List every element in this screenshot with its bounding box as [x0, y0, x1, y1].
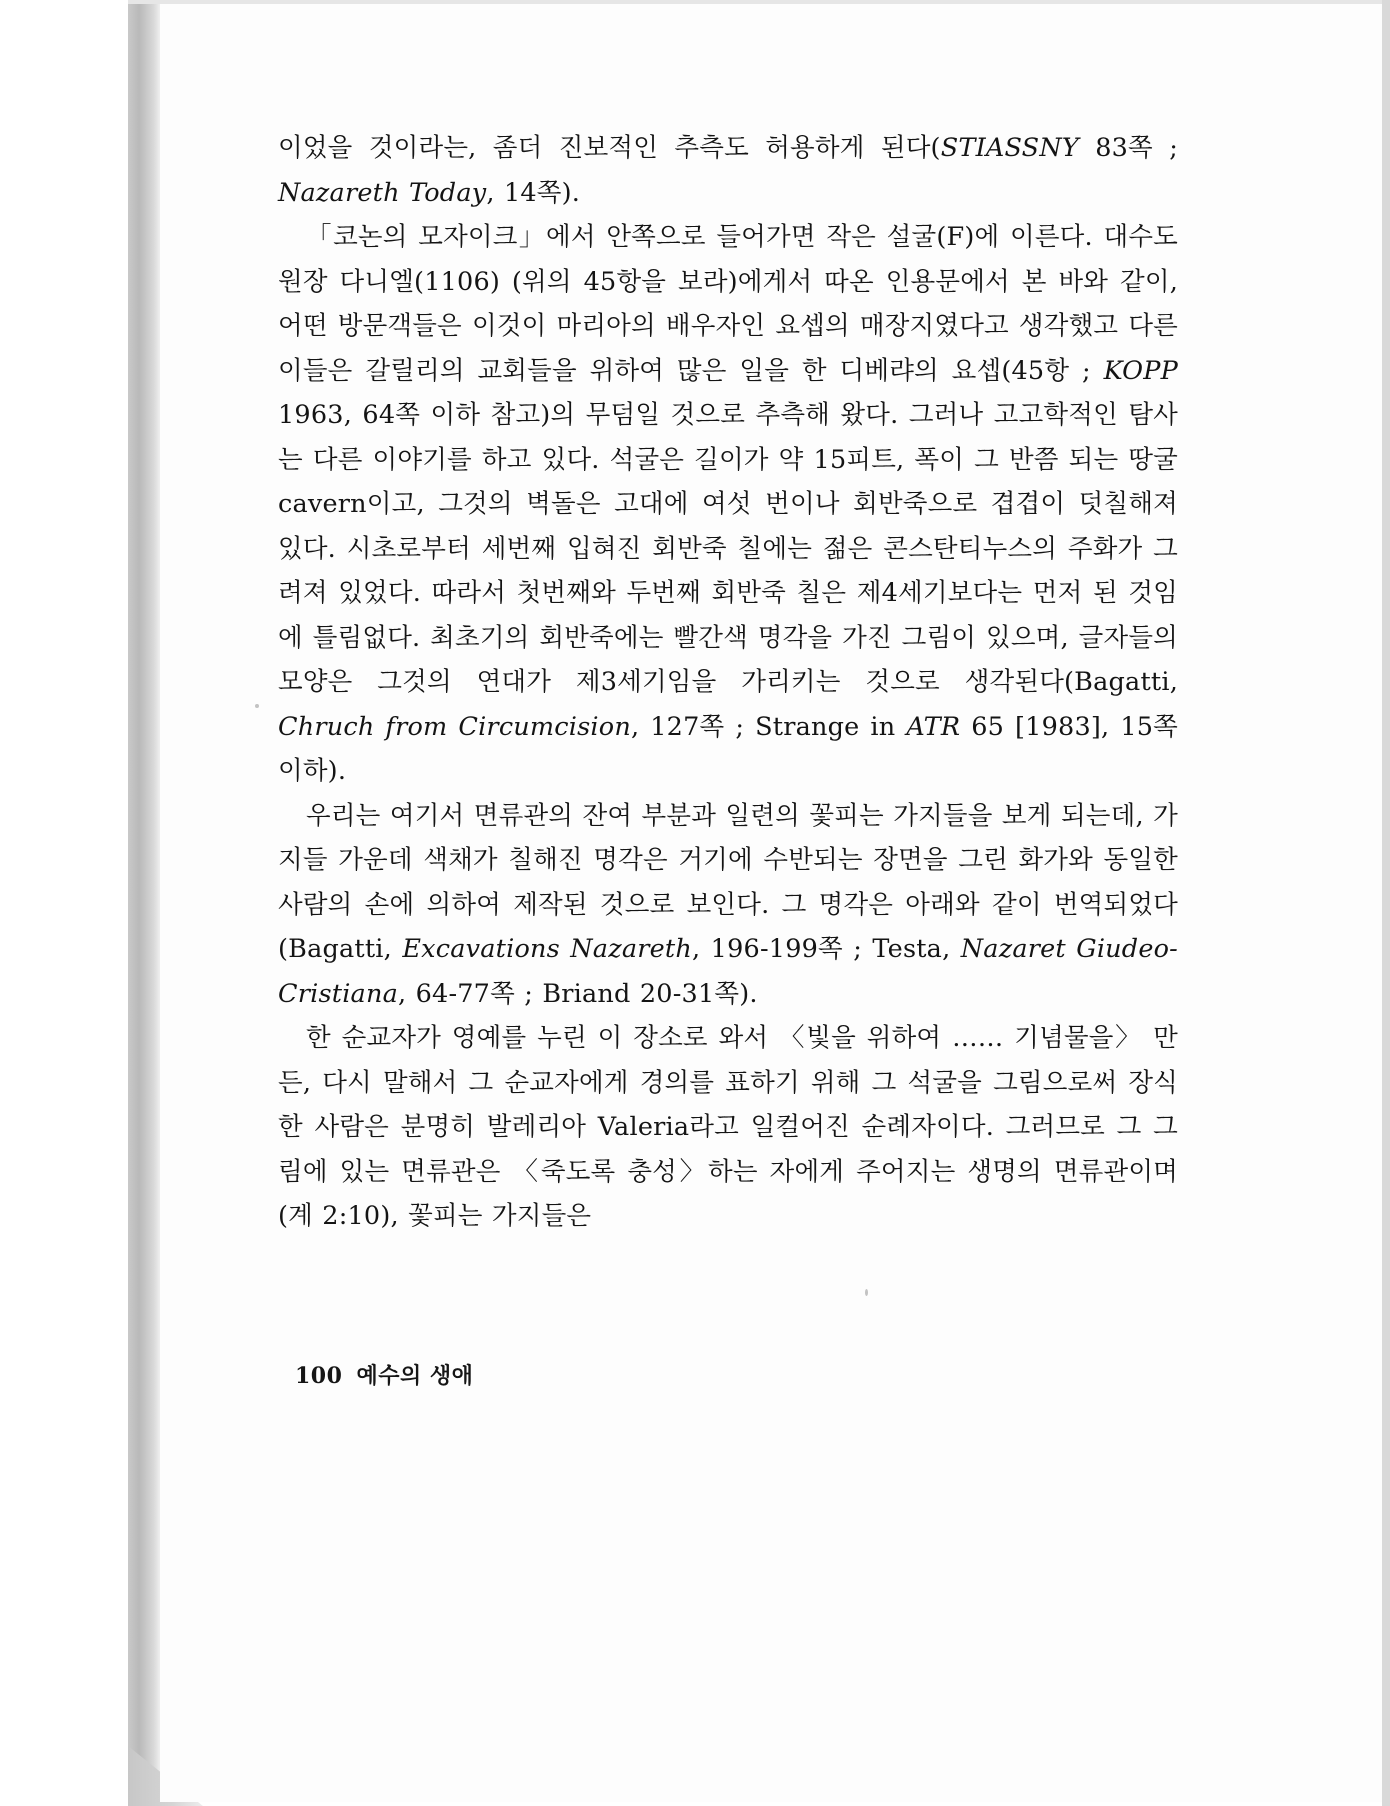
cited-title: Nazareth Today	[278, 177, 487, 208]
page-right-edge	[1382, 0, 1390, 1806]
text-run: 한 순교자가 영예를 누린 이 장소로 와서 〈빛을 위하여 …… 기념물을〉 만든, 다시 말해서 그 순교자에게 경의를 표하기 위해 그 석굴을 그림으로써 장식한 사람은 분명히 발레리아 Valeria라고 일컬어진 순례자이다. 그러므로 그 그림에 있는 면류관은 〈죽도록 충성〉하는 자에게 주어지는 생명의 면류관이며(계 2:10), 꽃피는 가지들은	[278, 1023, 1178, 1231]
text-run: , 14쪽).	[486, 177, 581, 208]
text-run: , 196-199쪽 ; Testa,	[692, 934, 961, 964]
page-number: 100	[295, 1363, 343, 1389]
text-run: 이었을 것이라는, 좀더 진보적인 추측도 허용하게 된다(	[278, 133, 941, 163]
paragraph-4	[278, 1016, 1178, 1239]
book-binding-shadow	[128, 0, 160, 1806]
cited-title: Nazaret Giudeo-Cristiana	[278, 934, 1178, 1009]
text-run: , 127쪽 ; Strange in	[630, 711, 907, 742]
cited-title: STIASSNY	[940, 133, 1079, 163]
paragraph-1	[278, 126, 1178, 215]
text-run: 83쪽 ;	[1078, 133, 1178, 163]
text-run: 「코논의 모자이크」에서 안쪽으로 들어가면 작은 설굴(F)에 이른다. 대수도원장 다니엘(1106) (위의 45항을 보라)에게서 따온 인용문에서 본 바와 같이, 어떤 방문객들은 이것이 마리아의 배우자인 요셉의 매장지였다고 생각했고 다른 이들은 갈릴리의 교회들을 위하여 많은 일을 한 디베랴의 요셉(45항 ;	[278, 222, 1178, 386]
scan-speck	[865, 1289, 868, 1296]
page-footer	[295, 1359, 473, 1390]
cited-title: Chruch from Circumcision	[278, 711, 631, 742]
cited-title: Excavations Nazareth	[402, 934, 692, 964]
text-run: 1963, 64쪽 이하 참고)의 무덤일 것으로 추측해 왔다. 그러나 고고학적인 탐사는 다른 이야기를 하고 있다. 석굴은 길이가 약 15피트, 폭이 그 반쯤 되는 땅굴 cavern이고, 그것의 벽돌은 고대에 여섯 번이나 회반죽으로 겹겹이 덧칠해져 있다. 시초로부터 세번째 입혀진 회반죽 칠에는 젊은 콘스탄티누스의 주화가 그려져 있었다. 따라서 첫번째와 두번째 회반죽 칠은 제4세기보다는 먼저 된 것임에 틀림없다. 최초기의 회반죽에는 빨간색 명각을 가진 그림이 있으며, 글자들의 모양은 그것의 연대가 제3세기임을 가리키는 것으로 생각된다(Bagatti,	[278, 400, 1178, 697]
page-text-column	[278, 126, 1178, 1239]
footer-book-title: 예수의 생애	[356, 1363, 474, 1389]
paragraph-3	[278, 794, 1178, 1017]
cited-title: KOPP	[1103, 355, 1178, 386]
cited-title: ATR	[906, 711, 961, 742]
paragraph-2	[278, 215, 1178, 794]
text-run: 65 [1983], 15쪽 이하).	[278, 711, 1178, 786]
scan-outer-margin	[0, 0, 130, 1806]
text-run: 우리는 여기서 면류관의 잔여 부분과 일련의 꽃피는 가지들을 보게 되는데, 가지들 가운데 색채가 칠해진 명각은 거기에 수반되는 장면을 그린 화가와 동일한 사람의 손에 의하여 제작된 것으로 보인다. 그 명각은 아래와 같이 번역되었다(Bagatti,	[278, 800, 1178, 964]
text-run: , 64-77쪽 ; Briand 20-31쪽).	[397, 978, 758, 1009]
book-page	[160, 4, 1382, 1802]
scan-speck	[255, 704, 259, 708]
